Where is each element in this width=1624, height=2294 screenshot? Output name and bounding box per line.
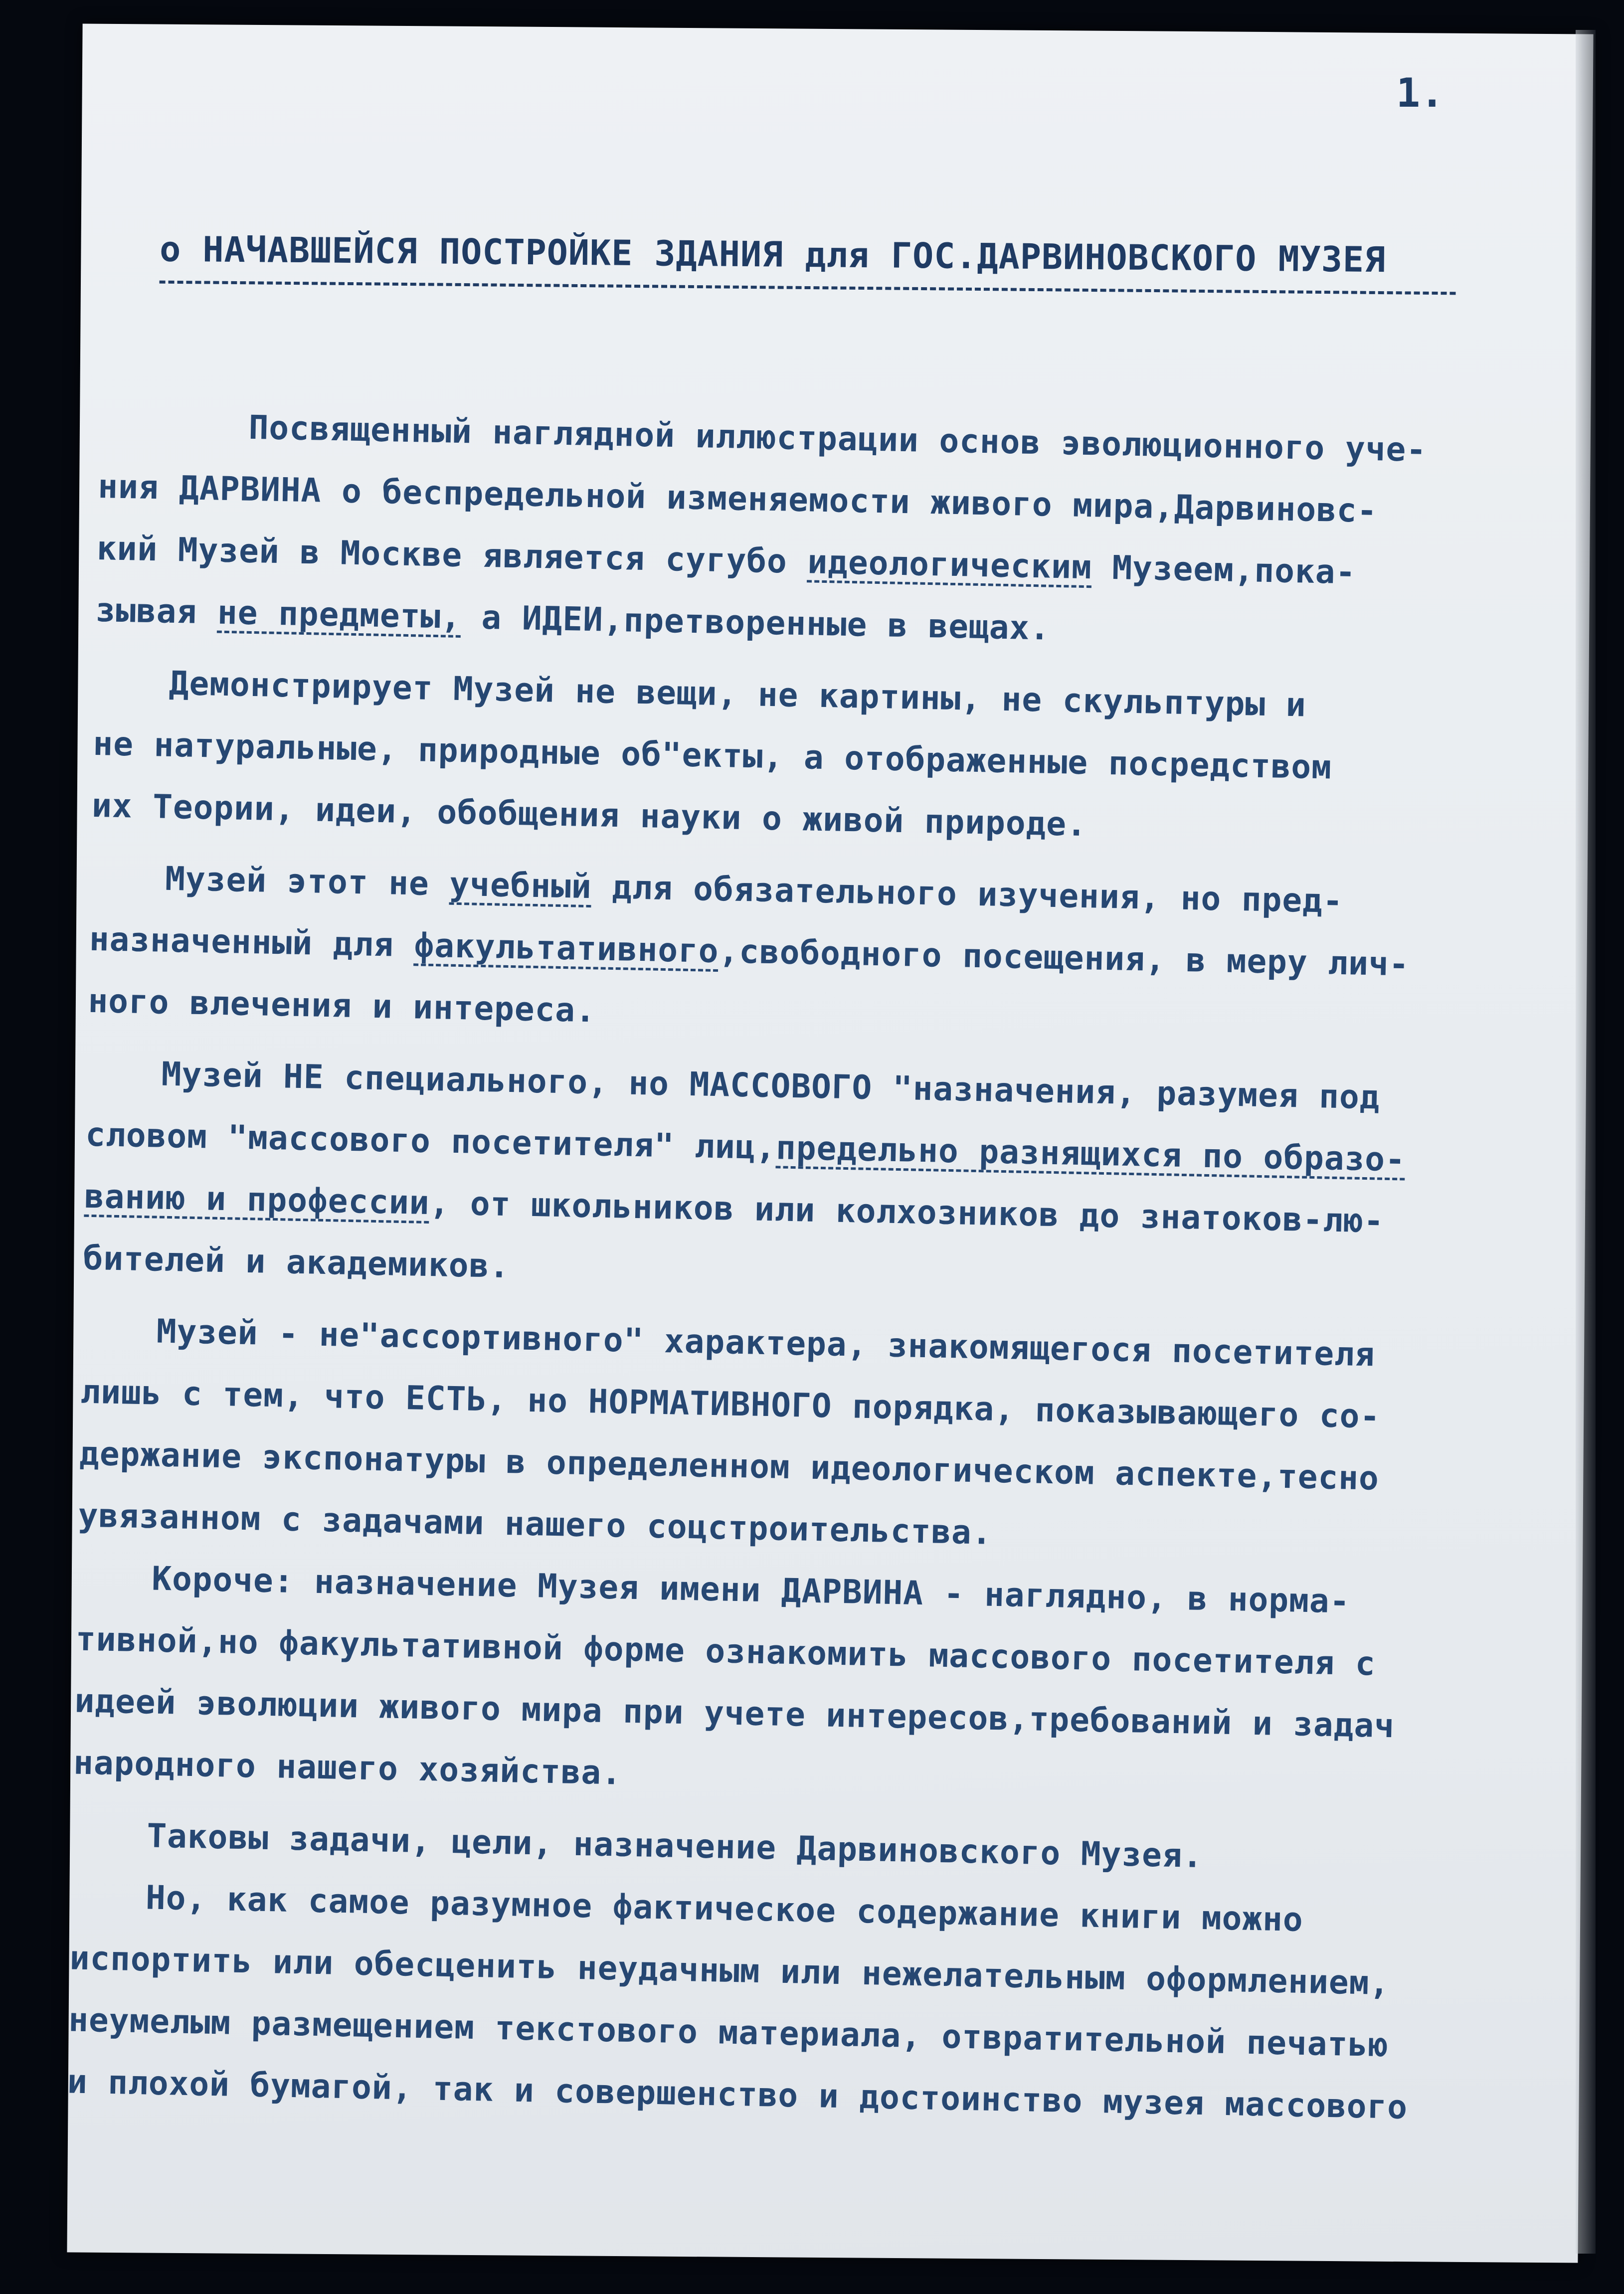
- document-body: [67, 394, 1551, 2140]
- text-line: держание экспонатуры в определенном идеологическом аспекте,тесно: [79, 1434, 1380, 1498]
- text-line: ного влечения и интереса.: [87, 981, 596, 1030]
- text-line: Музей этот не учебный для обязательного изучения, но пред-: [165, 859, 1344, 921]
- text-line: словом "массового посетителя" лиц,предельно разнящихся по образо-: [85, 1115, 1406, 1179]
- text-line: Но, как самое разумное фактическое содержание книги можно: [145, 1878, 1304, 1939]
- text-line: Музей НЕ специального, но МАССОВОГО "назначения, разумея под: [161, 1055, 1381, 1117]
- text-line: назначенный для факультативного,свободного посещения, в меру лич-: [89, 919, 1410, 984]
- text-line: идеей эволюции живого мира при учете интересов,требований и задач: [74, 1681, 1395, 1746]
- text-line: их Теории, идеи, обобщения науки о живой природе.: [91, 786, 1087, 844]
- text-line: не натуральные, природные об"екты, а отображенные посредством: [92, 724, 1332, 787]
- underlined-text: ванию и профессии: [84, 1177, 430, 1222]
- text-line: Музей - не"ассортивного" характера, знакомящегося посетителя: [156, 1312, 1376, 1374]
- text-line: испортить или обесценить неудачным или нежелательным оформлением,: [69, 1939, 1390, 2003]
- text-line: ния ДАРВИНА о беспредельной изменяемости живого мира,Дарвиновс-: [97, 467, 1378, 530]
- text-line: и плохой бумагой, так и совершенство и достоинство музея массового: [67, 2062, 1408, 2126]
- text-line: зывая не предметы, а ИДЕИ,претворенные в вещах.: [95, 590, 1051, 648]
- underlined-text: факультативного: [413, 926, 720, 971]
- text-line: ванию и профессии, от школьников или колхозников до знатоков-лю-: [84, 1177, 1385, 1240]
- text-line: кий Музей в Москве является сугубо идеологическим Музеем,пока-: [96, 529, 1356, 592]
- text-line: увязанном с задачами нашего соцстроительства.: [78, 1496, 993, 1552]
- text-line: Таковы задачи, цели, назначение Дарвиновского Музея.: [146, 1816, 1204, 1876]
- underlined-text: учебный: [449, 865, 592, 906]
- text-line: Короче: назначение Музея имени ДАРВИНА - наглядно, в норма-: [151, 1559, 1351, 1621]
- underlined-text: не предметы,: [217, 593, 462, 636]
- text-line: лишь с тем, что ЕСТЬ, но НОРМАТИВНОГО порядка, показывающего со-: [80, 1372, 1381, 1436]
- text-line: тивной,но факультативной форме ознакомить массового посетителя с: [75, 1619, 1376, 1683]
- underlined-text: предельно разнящихся по образо-: [775, 1128, 1406, 1179]
- text-line: неумелым размещением текстового материала, отвратительной печатью: [68, 2000, 1389, 2065]
- page-number: 1.: [1396, 70, 1444, 116]
- page-edge-shadow: [1576, 30, 1596, 2254]
- text-line: бителей и академиков.: [82, 1238, 510, 1286]
- text-line: Демонстрирует Музей не вещи, не картины, не скульптуры и: [169, 664, 1307, 724]
- text-line: Посвященный наглядной иллюстрации основ эволюционного уче-: [248, 408, 1427, 470]
- underlined-text: идеологическим: [807, 542, 1092, 587]
- text-line: народного нашего хозяйства.: [73, 1743, 622, 1792]
- document-title: о НАЧАВШЕЙСЯ ПОСТРОЙКЕ ЗДАНИЯ для ГОС.ДАРВИНОВСКОГО МУЗЕЯ: [160, 229, 1456, 295]
